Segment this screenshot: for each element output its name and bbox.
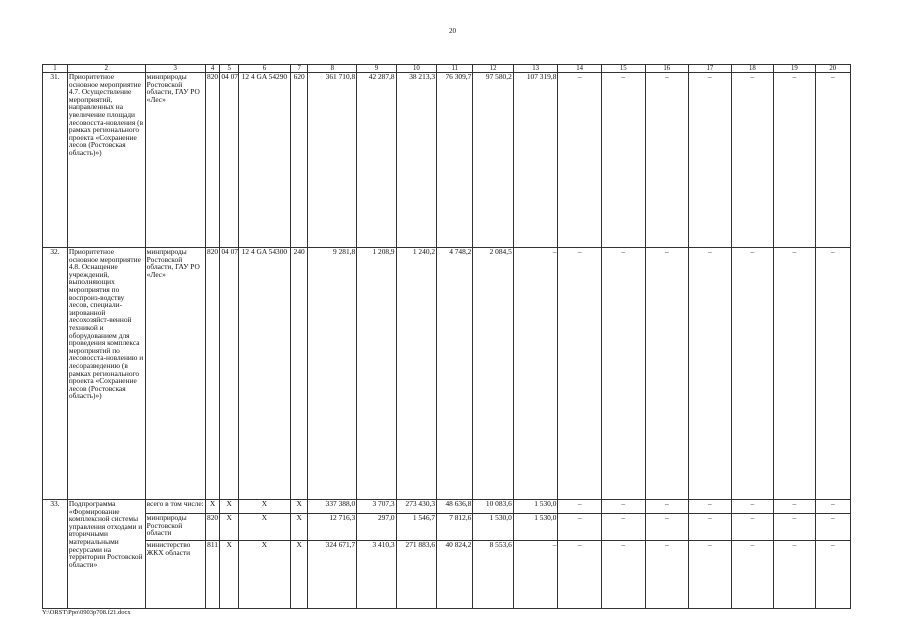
value-cell: 12 716,3: [308, 514, 357, 541]
value-cell: –: [689, 541, 732, 609]
value-cell: –: [513, 541, 558, 609]
value-cell: 3 410,3: [357, 541, 396, 609]
row-number: 33.: [43, 500, 68, 609]
row-name: Подпрограмма «Формирование комплексной системы управления отходами и вторичными материальными ресурсами на территории Ростовской области»: [67, 500, 145, 609]
value-cell: –: [645, 514, 689, 541]
value-cell: 297,0: [357, 514, 396, 541]
table-cell: Х: [239, 514, 291, 541]
table-cell: 240: [290, 248, 308, 500]
column-header: 18: [731, 65, 774, 73]
column-header: 16: [645, 65, 689, 73]
value-cell: 8 553,6: [473, 541, 513, 609]
value-cell: –: [731, 248, 774, 500]
column-header: 19: [774, 65, 815, 73]
value-cell: 4 748,2: [437, 248, 473, 500]
column-header: 17: [689, 65, 732, 73]
table-row: [43, 73, 851, 248]
value-cell: –: [601, 541, 645, 609]
table-row: [43, 248, 851, 500]
value-cell: 271 883,6: [396, 541, 436, 609]
value-cell: –: [558, 73, 602, 248]
value-cell: 48 636,8: [437, 500, 473, 514]
value-cell: –: [601, 514, 645, 541]
column-header: 8: [308, 65, 357, 73]
value-cell: 1 208,9: [357, 248, 396, 500]
row-executor: минприроды Ростовской области: [145, 514, 205, 541]
row-executor: минприроды Ростовской области, ГАУ РО «Лес»: [145, 248, 205, 500]
value-cell: 324 671,7: [308, 541, 357, 609]
value-cell: –: [774, 73, 815, 248]
row-number: 32.: [43, 248, 68, 500]
page-number: 20: [449, 27, 456, 35]
value-cell: –: [689, 248, 732, 500]
value-cell: 76 309,7: [437, 73, 473, 248]
table-cell: Х: [239, 500, 291, 514]
table-cell: Х: [290, 514, 308, 541]
table-cell: 12 4 GA 54290: [239, 73, 291, 248]
column-header: 13: [513, 65, 558, 73]
row-name: Приоритетное основное мероприятие 4.7. Осуществление мероприятий, направленных на увеличение площади лесовосста-новления (в рамках регионального проекта «Сохранение лесов (Ростовская область)»): [67, 73, 145, 248]
value-cell: –: [731, 541, 774, 609]
value-cell: –: [815, 514, 850, 541]
value-cell: 3 707,3: [357, 500, 396, 514]
value-cell: 97 580,2: [473, 73, 513, 248]
row-executor: минприроды Ростовской области, ГАУ РО «Лес»: [145, 73, 205, 248]
table-cell: Х: [220, 514, 239, 541]
table-cell: 811: [205, 541, 220, 609]
table-cell: Х: [205, 500, 220, 514]
row-executor: министерство ЖКХ области: [145, 541, 205, 609]
value-cell: –: [558, 514, 602, 541]
value-cell: –: [731, 73, 774, 248]
value-cell: 337 388,0: [308, 500, 357, 514]
value-cell: 1 530,0: [513, 514, 558, 541]
table-cell: Х: [290, 541, 308, 609]
column-header: 5: [220, 65, 239, 73]
value-cell: 10 083,6: [473, 500, 513, 514]
column-header: 12: [473, 65, 513, 73]
budget-table: [42, 64, 851, 609]
value-cell: –: [689, 514, 732, 541]
column-header: 10: [396, 65, 436, 73]
table-cell: Х: [220, 541, 239, 609]
table-cell: 620: [290, 73, 308, 248]
column-header: 2: [67, 65, 145, 73]
column-header: 1: [43, 65, 68, 73]
column-header: 3: [145, 65, 205, 73]
value-cell: –: [645, 541, 689, 609]
value-cell: –: [558, 500, 602, 514]
table-cell: 12 4 GA 54300: [239, 248, 291, 500]
value-cell: –: [774, 514, 815, 541]
column-header: 20: [815, 65, 850, 73]
column-header: 6: [239, 65, 291, 73]
value-cell: 9 281,8: [308, 248, 357, 500]
column-header: 14: [558, 65, 602, 73]
table-cell: 820: [205, 514, 220, 541]
value-cell: –: [815, 500, 850, 514]
value-cell: 1 240,2: [396, 248, 436, 500]
value-cell: –: [731, 500, 774, 514]
row-name: Приоритетное основное мероприятие 4.8. Оснащение учреждений, выполняющих мероприятия по воспроиз-водству лесов, специали-зированной лесохозяйст-венной техникой и оборудованием для проведения комплекса мероприятий по лесовосста-новлению и лесоразведению (в рамках регионального проекта «Сохранение лесов (Ростовская область)»): [67, 248, 145, 500]
table-row: [43, 514, 851, 541]
value-cell: –: [774, 541, 815, 609]
column-header: 7: [290, 65, 308, 73]
value-cell: 7 812,6: [437, 514, 473, 541]
row-number: 31.: [43, 73, 68, 248]
header-row: [43, 65, 851, 73]
table-row: [43, 541, 851, 609]
value-cell: –: [815, 541, 850, 609]
value-cell: 107 319,8: [513, 73, 558, 248]
table-cell: 04 07: [220, 248, 239, 500]
value-cell: –: [601, 73, 645, 248]
column-header: 9: [357, 65, 396, 73]
value-cell: 38 213,3: [396, 73, 436, 248]
value-cell: –: [815, 73, 850, 248]
value-cell: –: [601, 248, 645, 500]
value-cell: –: [774, 500, 815, 514]
value-cell: 42 287,8: [357, 73, 396, 248]
value-cell: –: [815, 248, 850, 500]
column-header: 15: [601, 65, 645, 73]
value-cell: –: [558, 248, 602, 500]
row-executor: всего в том числе:: [145, 500, 205, 514]
value-cell: –: [689, 500, 732, 514]
table-row: [43, 500, 851, 514]
table-cell: Х: [290, 500, 308, 514]
value-cell: 273 430,3: [396, 500, 436, 514]
value-cell: –: [645, 500, 689, 514]
value-cell: 40 824,2: [437, 541, 473, 609]
column-header: 4: [205, 65, 220, 73]
value-cell: –: [513, 248, 558, 500]
document-footer-path: Y:\ORST\Ppo\0903p708.f21.docx: [42, 609, 131, 616]
value-cell: 1 546,7: [396, 514, 436, 541]
value-cell: 1 530,0: [473, 514, 513, 541]
table-cell: Х: [239, 541, 291, 609]
value-cell: –: [645, 73, 689, 248]
table-cell: Х: [220, 500, 239, 514]
value-cell: –: [558, 541, 602, 609]
table-cell: 04 07: [220, 73, 239, 248]
value-cell: 1 530,0: [513, 500, 558, 514]
value-cell: 2 084,5: [473, 248, 513, 500]
column-header: 11: [437, 65, 473, 73]
value-cell: 361 710,8: [308, 73, 357, 248]
value-cell: –: [774, 248, 815, 500]
value-cell: –: [731, 514, 774, 541]
table-cell: 820: [205, 248, 220, 500]
value-cell: –: [645, 248, 689, 500]
value-cell: –: [601, 500, 645, 514]
table-cell: 820: [205, 73, 220, 248]
value-cell: –: [689, 73, 732, 248]
